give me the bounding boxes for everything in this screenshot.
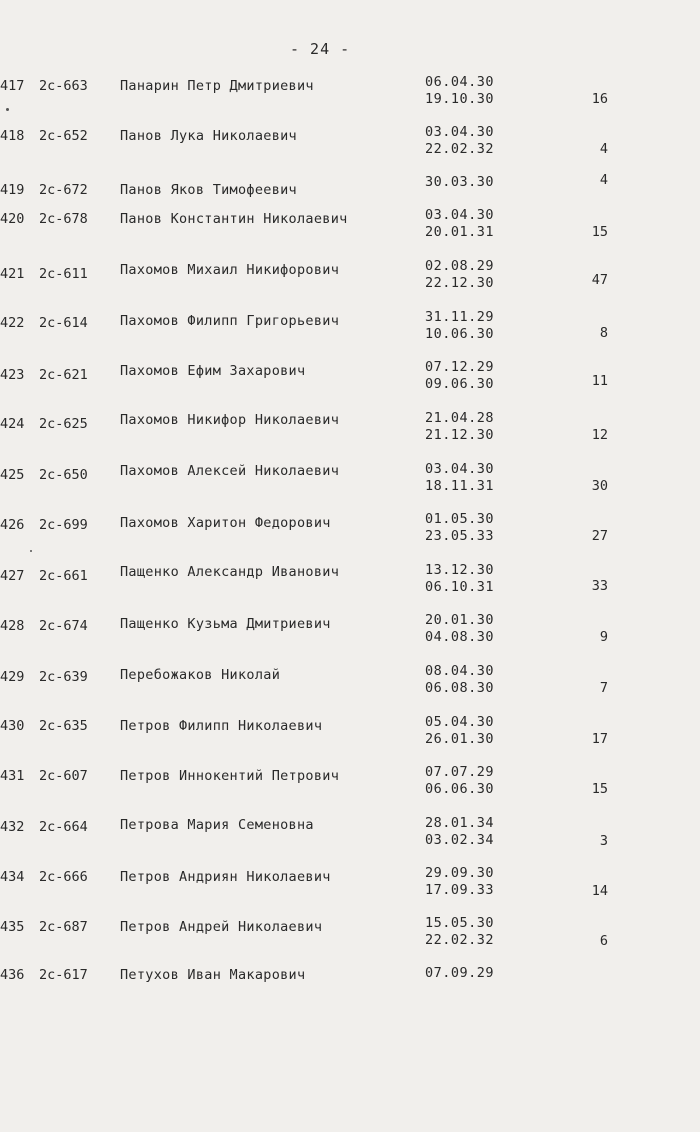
entry-number: 420 [0,211,25,227]
list-item [0,511,700,551]
list-item [0,124,700,164]
entry-count: 17 [591,731,608,747]
entry-code: 2с-621 [39,367,88,383]
entry-code: 2с-678 [39,211,88,227]
entry-date-start: 28.01.34 [425,815,495,831]
entry-number: 417 [0,78,25,94]
entry-code: 2с-663 [39,78,88,94]
list-item [0,359,700,399]
entry-date-start: 21.04.28 [425,410,495,426]
entry-number: 431 [0,768,25,784]
entry-name: Пащенко Александр Иванович [120,564,340,580]
entry-number: 429 [0,669,25,685]
list-item [0,764,700,804]
entry-number: 428 [0,618,25,634]
entry-name: Панов Яков Тимофеевич [120,182,297,198]
entry-count: 12 [591,427,608,443]
list-item [0,207,700,247]
entry-number: 424 [0,416,25,432]
entry-date-end: 06.08.30 [425,680,495,696]
list-item [0,965,700,1005]
entry-name: Петров Иннокентий Петрович [120,768,340,784]
entry-date-end: 03.02.34 [425,832,495,848]
entry-name: Пахомов Харитон Федорович [120,515,331,531]
entry-date-start: 13.12.30 [425,562,495,578]
entry-code: 2с-699 [39,517,88,533]
entry-number: 423 [0,367,25,383]
entry-date-start: 20.01.30 [425,612,495,628]
entry-date-start: 02.08.29 [425,258,495,274]
entry-code: 2с-607 [39,768,88,784]
entry-date-end: 22.12.30 [425,275,495,291]
list-item [0,410,700,450]
entry-code: 2с-639 [39,669,88,685]
page-number: - 24 - [290,40,351,58]
entry-date-end: 23.05.33 [425,528,495,544]
entry-date-end: 17.09.33 [425,882,495,898]
entry-name: Пахомов Ефим Захарович [120,363,306,379]
entry-number: 427 [0,568,25,584]
entry-name: Петрова Мария Семеновна [120,817,314,833]
entry-date-start: 07.07.29 [425,764,495,780]
entry-count: 11 [591,373,608,389]
entry-number: 430 [0,718,25,734]
entry-number: 436 [0,967,25,983]
entry-count: 33 [591,578,608,594]
entry-code: 2с-611 [39,266,88,282]
entry-date-end: 18.11.31 [425,478,495,494]
entry-code: 2с-674 [39,618,88,634]
entry-date-start: 07.12.29 [425,359,495,375]
list-item [0,612,700,652]
entry-name: Пахомов Михаил Никифорович [120,262,340,278]
entry-code: 2с-614 [39,315,88,331]
entry-date-start: 03.04.30 [425,124,495,140]
entry-date-end: 10.06.30 [425,326,495,342]
entry-count: 16 [591,91,608,107]
entry-code: 2с-635 [39,718,88,734]
list-item [0,663,700,703]
list-item [0,865,700,905]
entry-date-end: 06.06.30 [425,781,495,797]
entry-code: 2с-625 [39,416,88,432]
entry-date-end: 20.01.31 [425,224,495,240]
entry-date-start: 03.04.30 [425,207,495,223]
entry-count: 3 [599,833,608,849]
entry-count: 14 [591,883,608,899]
entry-date-start: 31.11.29 [425,309,495,325]
entry-date-start: 01.05.30 [425,511,495,527]
entry-count: 7 [599,680,608,696]
entry-number: 422 [0,315,25,331]
list-item [0,74,700,114]
entry-code: 2с-687 [39,919,88,935]
entry-code: 2с-652 [39,128,88,144]
entry-number: 435 [0,919,25,935]
entry-date-end: 06.10.31 [425,579,495,595]
entry-name: Панов Константин Николаевич [120,211,348,227]
list-item [0,714,700,754]
entry-name: Пахомов Филипп Григорьевич [120,313,340,329]
entry-date-start: 30.03.30 [425,174,495,190]
entry-number: 418 [0,128,25,144]
entry-count: 15 [591,781,608,797]
entry-date-start: 05.04.30 [425,714,495,730]
entry-code: 2с-666 [39,869,88,885]
entry-count: 8 [599,325,608,341]
entry-date-start: 29.09.30 [425,865,495,881]
list-item [0,309,700,349]
entry-count: 47 [591,272,608,288]
list-item [0,562,700,602]
entry-date-start: 06.04.30 [425,74,495,90]
entry-count: 4 [599,141,608,157]
entry-name: Пащенко Кузьма Дмитриевич [120,616,331,632]
entry-date-start: 03.04.30 [425,461,495,477]
entry-name: Петров Андриян Николаевич [120,869,331,885]
entry-date-end: 19.10.30 [425,91,495,107]
entry-date-end: 21.12.30 [425,427,495,443]
entry-code: 2с-650 [39,467,88,483]
ink-speck [6,108,9,111]
entry-date-start: 07.09.29 [425,965,495,981]
entry-number: 425 [0,467,25,483]
entry-count: 27 [591,528,608,544]
entry-count: 15 [591,224,608,240]
entry-name: Петров Филипп Николаевич [120,718,323,734]
entry-number: 421 [0,266,25,282]
entry-date-end: 04.08.30 [425,629,495,645]
entry-count: 9 [599,629,608,645]
ink-speck [30,550,32,552]
entry-name: Петухов Иван Макарович [120,967,306,983]
entry-count: 30 [591,478,608,494]
entry-name: Петров Андрей Николаевич [120,919,323,935]
entry-count: 6 [599,933,608,949]
entry-name: Пахомов Алексей Николаевич [120,463,340,479]
list-item [0,915,700,955]
entry-name: Перебожаков Николай [120,667,281,683]
entry-name: Панарин Петр Дмитриевич [120,78,314,94]
entry-date-start: 15.05.30 [425,915,495,931]
list-item [0,461,700,501]
entry-date-end: 22.02.32 [425,141,495,157]
entry-date-end: 22.02.32 [425,932,495,948]
entry-code: 2с-672 [39,182,88,198]
entry-date-end: 09.06.30 [425,376,495,392]
entry-code: 2с-617 [39,967,88,983]
entry-date-start: 08.04.30 [425,663,495,679]
entry-name: Панов Лука Николаевич [120,128,297,144]
entry-number: 419 [0,182,25,198]
entry-name: Пахомов Никифор Николаевич [120,412,340,428]
entry-number: 434 [0,869,25,885]
list-item [0,815,700,855]
entry-number: 426 [0,517,25,533]
entry-date-end: 26.01.30 [425,731,495,747]
entry-code: 2с-664 [39,819,88,835]
entry-code: 2с-661 [39,568,88,584]
entry-number: 432 [0,819,25,835]
entry-count: 4 [599,172,608,188]
list-item [0,258,700,298]
